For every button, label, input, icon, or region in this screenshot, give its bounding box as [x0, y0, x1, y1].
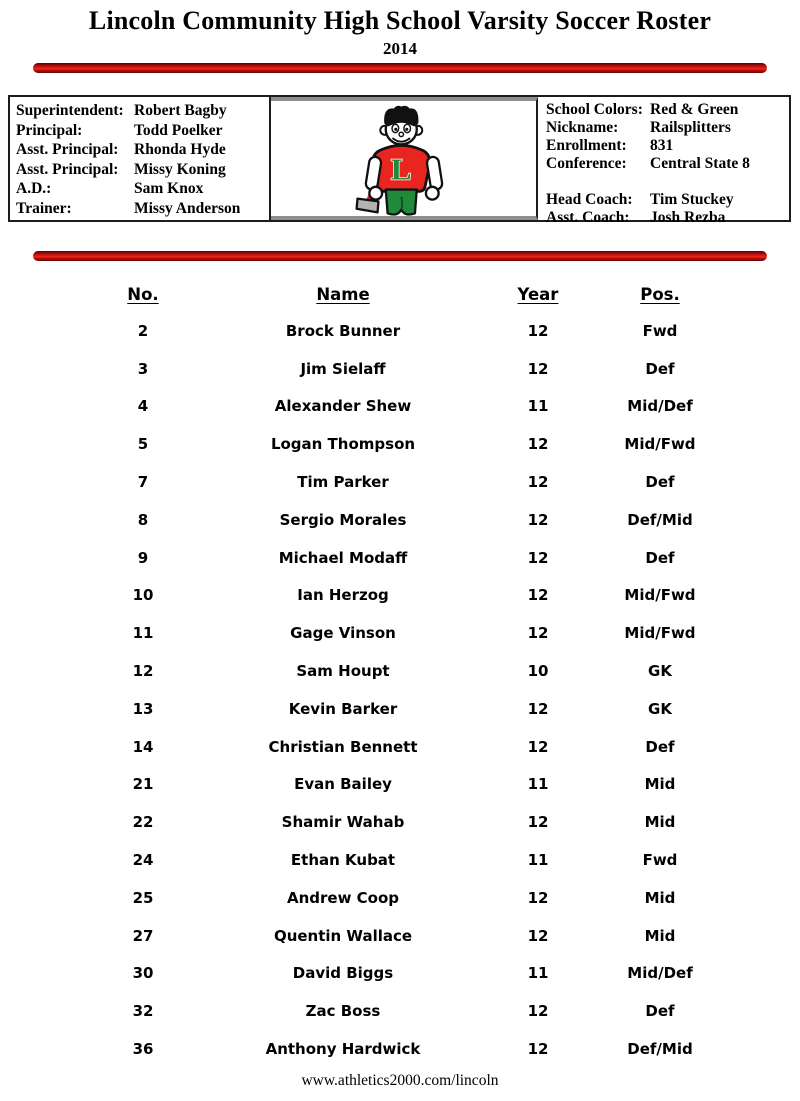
player-year: 11	[527, 397, 549, 416]
player-number: 30	[132, 964, 154, 983]
info-value: Missy Anderson	[134, 199, 241, 217]
player-year: 12	[527, 624, 549, 643]
info-value: Central State 8	[650, 155, 750, 172]
page-title: Lincoln Community High School Varsity Soccer Roster	[88, 6, 712, 35]
player-number: 3	[137, 359, 149, 378]
player-name: Sergio Morales	[279, 510, 407, 529]
info-value: Sam Knox	[134, 180, 204, 197]
player-year: 12	[527, 548, 549, 567]
info-row	[546, 155, 789, 173]
table-row	[108, 690, 712, 728]
info-row	[16, 160, 269, 180]
player-position: Mid	[644, 813, 676, 832]
player-year: 12	[527, 586, 549, 605]
player-name: Andrew Coop	[286, 888, 400, 907]
player-name: Ethan Kubat	[290, 851, 396, 870]
player-number: 36	[132, 1040, 154, 1059]
player-number: 8	[137, 510, 149, 529]
player-number: 5	[137, 435, 149, 454]
top-red-divider	[33, 63, 767, 73]
info-label: Asst. Principal:	[16, 141, 119, 158]
player-number: 27	[132, 926, 154, 945]
player-number: 2	[137, 321, 149, 340]
info-label: Head Coach:	[546, 191, 633, 208]
table-row	[108, 312, 712, 350]
column-header-pos: Pos.	[640, 284, 680, 304]
table-row	[108, 841, 712, 879]
player-year: 12	[527, 699, 549, 718]
info-label: Asst. Coach:	[546, 209, 630, 226]
table-row	[108, 955, 712, 993]
player-name: Brock Bunner	[285, 321, 401, 340]
player-number: 9	[137, 548, 149, 567]
info-label: Principal:	[16, 121, 83, 139]
info-row	[16, 199, 269, 219]
player-position: Fwd	[642, 851, 678, 870]
info-label: Trainer:	[16, 199, 72, 217]
player-position: Def	[645, 1002, 675, 1021]
player-year: 12	[527, 359, 549, 378]
player-name: Sam Houpt	[296, 662, 390, 681]
player-number: 12	[132, 662, 154, 681]
player-name: David Biggs	[292, 964, 394, 983]
player-year: 11	[527, 851, 549, 870]
player-position: GK	[648, 699, 672, 718]
player-name: Quentin Wallace	[273, 926, 413, 945]
table-row	[108, 992, 712, 1030]
info-row	[16, 101, 269, 121]
info-row	[16, 140, 269, 160]
player-name: Shamir Wahab	[281, 813, 405, 832]
player-number: 10	[132, 586, 154, 605]
info-label: Superintendent:	[16, 102, 124, 119]
school-info-box	[8, 95, 791, 226]
player-position: GK	[648, 662, 672, 681]
info-row	[546, 173, 789, 191]
info-label: Enrollment:	[546, 137, 627, 154]
player-number: 22	[132, 813, 154, 832]
player-year: 12	[527, 926, 549, 945]
player-name: Tim Parker	[297, 473, 389, 492]
player-year: 12	[527, 1040, 549, 1059]
player-year: 12	[527, 1002, 549, 1021]
player-year: 12	[527, 435, 549, 454]
player-name: Evan Bailey	[294, 775, 392, 794]
info-value: Tim Stuckey	[650, 191, 734, 208]
table-row	[108, 879, 712, 917]
info-row	[546, 137, 789, 155]
table-row	[108, 539, 712, 577]
info-label: Conference:	[546, 155, 627, 172]
player-name: Ian Herzog	[297, 586, 389, 605]
player-number: 11	[132, 624, 154, 643]
player-name: Anthony Hardwick	[265, 1040, 421, 1059]
player-year: 12	[527, 473, 549, 492]
roster-header-row	[108, 276, 712, 312]
railsplitter-mascot-icon	[351, 102, 457, 216]
player-position: Mid/Fwd	[624, 586, 696, 605]
player-name: Christian Bennett	[268, 737, 418, 756]
info-row	[16, 179, 269, 199]
info-row	[546, 101, 789, 119]
table-row	[108, 501, 712, 539]
column-header-name: Name	[316, 284, 370, 304]
player-position: Def	[645, 548, 675, 567]
table-row	[108, 577, 712, 615]
table-row	[108, 463, 712, 501]
player-position: Mid/Def	[627, 964, 693, 983]
info-value: 831	[650, 137, 674, 154]
table-row	[108, 425, 712, 463]
player-year: 12	[527, 510, 549, 529]
info-row	[16, 121, 269, 141]
player-number: 25	[132, 888, 154, 907]
player-position: Mid/Fwd	[624, 624, 696, 643]
player-position: Def	[645, 359, 675, 378]
player-name: Gage Vinson	[290, 624, 396, 643]
info-row	[546, 209, 789, 227]
player-number: 24	[132, 851, 154, 870]
info-value: Missy Koning	[134, 160, 226, 178]
info-row	[546, 191, 789, 209]
player-name: Michael Modaff	[278, 548, 408, 567]
player-number: 4	[137, 397, 149, 416]
player-position: Mid	[644, 926, 676, 945]
school-facts-panel	[538, 97, 789, 226]
info-value: Todd Poelker	[134, 121, 223, 139]
player-position: Mid/Def	[627, 397, 693, 416]
info-label	[546, 173, 650, 191]
player-position: Fwd	[642, 321, 678, 340]
player-year: 12	[527, 888, 549, 907]
info-value: Rhonda Hyde	[134, 141, 226, 158]
table-row	[108, 1030, 712, 1068]
info-value: Red & Green	[650, 101, 739, 118]
player-number: 14	[132, 737, 154, 756]
player-name: Alexander Shew	[274, 397, 412, 416]
player-position: Mid	[644, 888, 676, 907]
table-row	[108, 388, 712, 426]
info-row	[546, 119, 789, 137]
player-name: Kevin Barker	[288, 699, 398, 718]
table-row	[108, 350, 712, 388]
table-row	[108, 917, 712, 955]
player-number: 32	[132, 1002, 154, 1021]
info-label: A.D.:	[16, 180, 52, 197]
player-number: 21	[132, 775, 154, 794]
player-year: 10	[527, 662, 549, 681]
info-label: School Colors:	[546, 101, 643, 118]
player-name: Zac Boss	[305, 1002, 381, 1021]
administration-info-panel	[10, 97, 271, 220]
info-value: Railsplitters	[650, 119, 731, 136]
player-position: Def/Mid	[627, 510, 693, 529]
player-year: 11	[527, 964, 549, 983]
player-number: 7	[137, 473, 149, 492]
table-row	[108, 803, 712, 841]
page-subtitle-year: 2014	[383, 39, 417, 58]
table-row	[108, 614, 712, 652]
player-name: Jim Sielaff	[300, 359, 386, 378]
table-row	[108, 766, 712, 804]
middle-red-divider	[33, 251, 767, 261]
info-label: Nickname:	[546, 119, 619, 136]
footer-url: www.athletics2000.com/lincoln	[301, 1072, 499, 1089]
roster-rows	[108, 312, 712, 1068]
player-year: 12	[527, 737, 549, 756]
player-position: Def/Mid	[627, 1040, 693, 1059]
info-value: Robert Bagby	[134, 102, 227, 119]
roster-table	[108, 276, 712, 1068]
column-header-year: Year	[517, 284, 559, 304]
table-row	[108, 652, 712, 690]
player-position: Def	[645, 737, 675, 756]
player-year: 12	[527, 813, 549, 832]
player-name: Logan Thompson	[270, 435, 416, 454]
table-row	[108, 728, 712, 766]
svg-text:L: L	[390, 151, 412, 187]
column-header-no: No.	[127, 284, 159, 304]
mascot-cell	[271, 97, 538, 220]
player-number: 13	[132, 699, 154, 718]
player-position: Mid/Fwd	[624, 435, 696, 454]
player-year: 11	[527, 775, 549, 794]
info-value: Josh Rezba	[650, 209, 726, 226]
player-year: 12	[527, 321, 549, 340]
player-position: Mid	[644, 775, 676, 794]
info-label: Asst. Principal:	[16, 160, 119, 178]
player-position: Def	[645, 473, 675, 492]
